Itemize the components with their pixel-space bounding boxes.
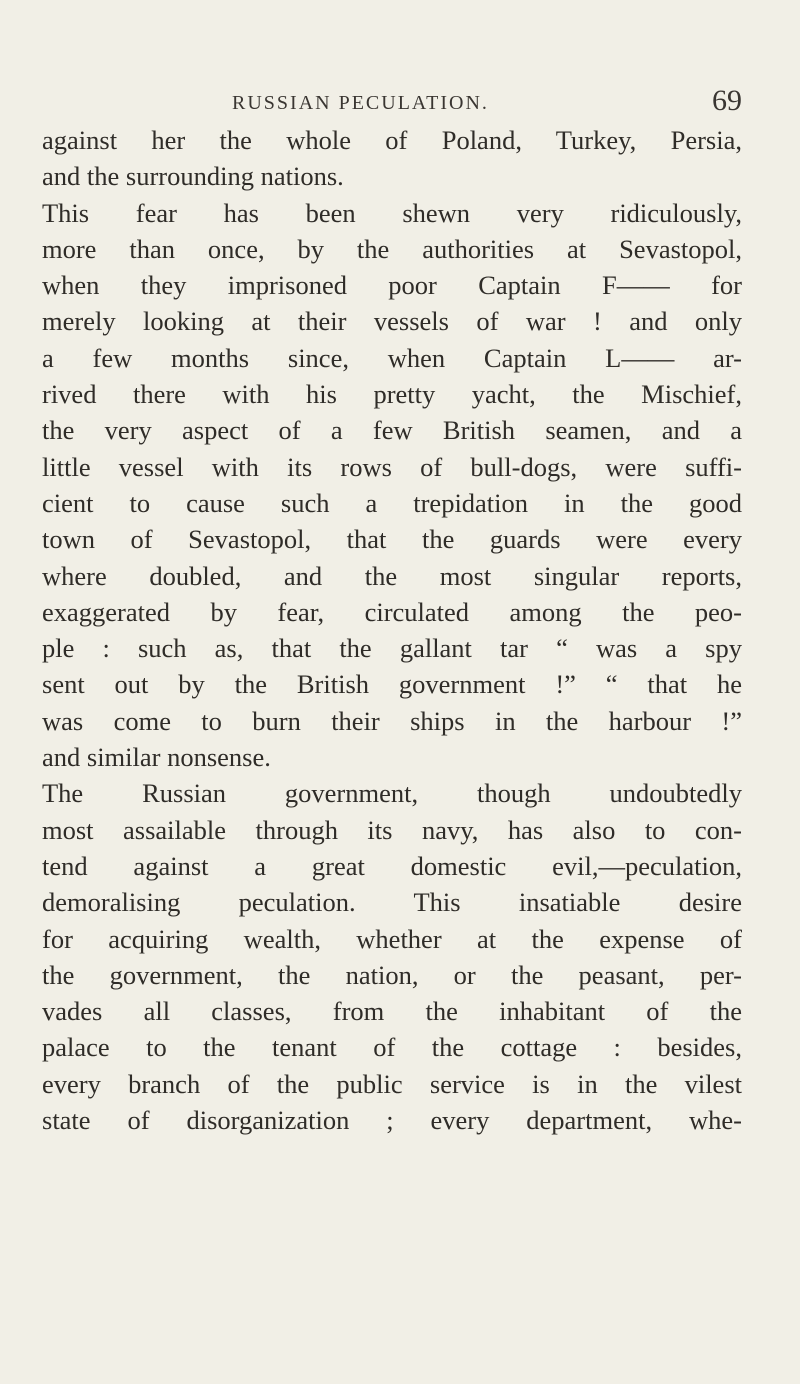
text-line: was come to burn their ships in the harbour !” (42, 705, 742, 736)
text-line: state of disorganization ; every department, whe- (42, 1105, 742, 1136)
text-line: the very aspect of a few British seamen, and a (42, 415, 742, 446)
text-line: ple : such as, that the gallant tar “ was a spy (42, 633, 742, 664)
text-line: the government, the nation, or the peasant, per- (42, 959, 742, 990)
text-line: cient to cause such a trepidation in the good (42, 487, 742, 518)
text-line: merely looking at their vessels of war ! and only (42, 306, 742, 337)
text-line: little vessel with its rows of bull-dogs, were suffi- (42, 451, 742, 482)
text-line: more than once, by the authorities at Sevastopol, (42, 233, 742, 264)
text-line: rived there with his pretty yacht, the Mischief, (42, 379, 742, 410)
body-text (42, 122, 742, 1138)
text-line: most assailable through its navy, has also to con- (42, 814, 742, 845)
text-line: where doubled, and the most singular reports, (42, 560, 742, 591)
text-line: demoralising peculation. This insatiable desire (42, 887, 742, 918)
page-number: 69 (712, 84, 742, 117)
text-line: The Russian government, though undoubtedly (42, 778, 742, 809)
text-line: and similar nonsense. (42, 742, 271, 773)
text-line: vades all classes, from the inhabitant of the (42, 996, 742, 1027)
text-line: exaggerated by fear, circulated among the peo- (42, 596, 742, 627)
text-line: against her the whole of Poland, Turkey, Persia, (42, 125, 742, 155)
text-line: for acquiring wealth, whether at the expense of (42, 923, 742, 954)
text-line: and the surrounding nations. (42, 161, 344, 192)
text-line: This fear has been shewn very ridiculously, (42, 197, 742, 228)
running-title: RUSSIAN PECULATION. (232, 92, 489, 114)
text-line: palace to the tenant of the cottage : besides, (42, 1032, 742, 1063)
text-line: when they imprisoned poor Captain F—— for (42, 270, 742, 301)
text-line: a few months since, when Captain L—— ar- (42, 342, 742, 373)
text-line: every branch of the public service is in the vilest (42, 1068, 742, 1099)
text-line: sent out by the British government !” “ that he (42, 669, 742, 700)
text-line: tend against a great domestic evil,—peculation, (42, 850, 742, 881)
page-header (42, 84, 742, 124)
text-line: town of Sevastopol, that the guards were every (42, 524, 742, 555)
